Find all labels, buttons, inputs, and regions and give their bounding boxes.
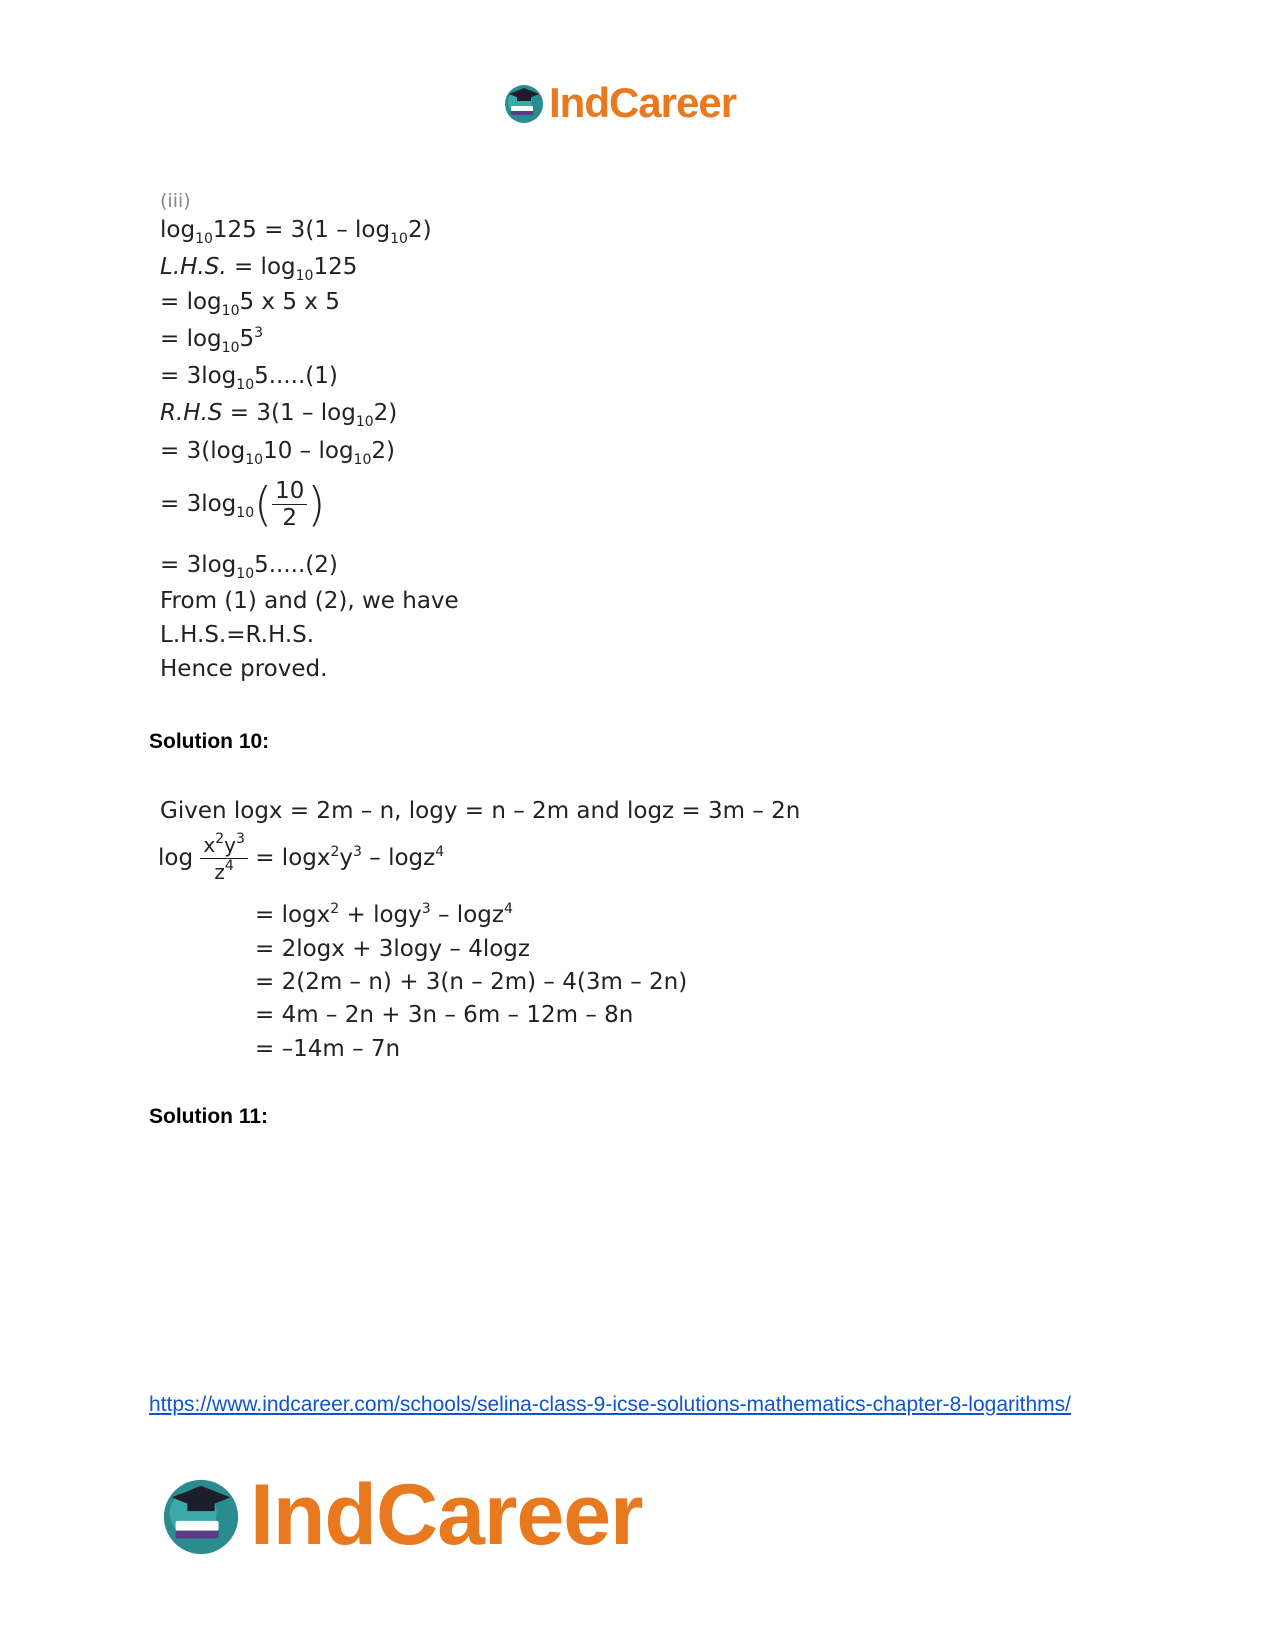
fraction: $\frac{10}{2}$ bbox=[272, 478, 307, 531]
text-line: From (1) and (2), we have bbox=[160, 588, 459, 614]
fraction-line: = $3\log_{10}$( $\frac{10}{2}$ ) bbox=[160, 477, 326, 532]
math-line: = logx$^2$ + logy$^3$ – logz$^4$ bbox=[255, 901, 513, 928]
text-line: Hence proved. bbox=[160, 656, 328, 682]
brand-wordmark: IndCareer bbox=[549, 79, 737, 126]
graduation-globe-icon bbox=[160, 1474, 242, 1556]
brand-wordmark: IndCareer bbox=[250, 1467, 643, 1563]
math-line: = 2(2m – n) + 3(n – 2m) – 4(3m – 2n) bbox=[255, 969, 688, 995]
graduation-globe-icon bbox=[503, 82, 545, 124]
math-line: = $3\log_{10}5.....(1)$ bbox=[160, 363, 338, 393]
solution-11-heading: Solution 11: bbox=[149, 1105, 269, 1128]
math-line: = $3\log_{10}5.....(2)$ bbox=[160, 552, 338, 582]
fraction: $\frac{x^2y^3}{z^4}$ bbox=[200, 832, 248, 885]
math-line: = 2logx + 3logy – 4logz bbox=[255, 936, 530, 962]
math-line: = –14m – 7n bbox=[255, 1036, 401, 1062]
given-line: Given logx = 2m – n, logy = n – 2m and logz = 3m – 2n bbox=[160, 798, 801, 824]
math-line: = $3(\log_{10}10 - \log_{10}2)$ bbox=[160, 438, 395, 468]
part-label: (iii) bbox=[160, 190, 191, 212]
footer-logo bbox=[160, 1467, 643, 1563]
text-line: L.H.S.=R.H.S. bbox=[160, 622, 315, 648]
source-link[interactable]: https://www.indcareer.com/schools/selina-class-9-icse-solutions-mathematics-chapter-8-logarithms/ bbox=[149, 1393, 1072, 1416]
log-fraction-line: log $\frac{x^2y^3}{z^4}$ = $\log x^2y^3 - \log z^4$ bbox=[158, 831, 445, 884]
solution-10-heading: Solution 10: bbox=[149, 730, 270, 753]
math-line: = $\log_{10}5$ x 5 x 5 bbox=[160, 289, 340, 319]
header-logo bbox=[503, 80, 736, 126]
rhs-line: $R.H.S = 3(1 - \log_{10}2)$ bbox=[160, 400, 398, 430]
math-line: = $\log_{10}5^3$ bbox=[160, 325, 264, 356]
lhs-line: L.H.S. = $\log_{10}125$ bbox=[160, 254, 358, 284]
statement-line: $\log_{10}125 = 3(1 - \log_{10}2)$ bbox=[160, 217, 432, 247]
math-line: = 4m – 2n + 3n – 6m – 12m – 8n bbox=[255, 1002, 634, 1028]
